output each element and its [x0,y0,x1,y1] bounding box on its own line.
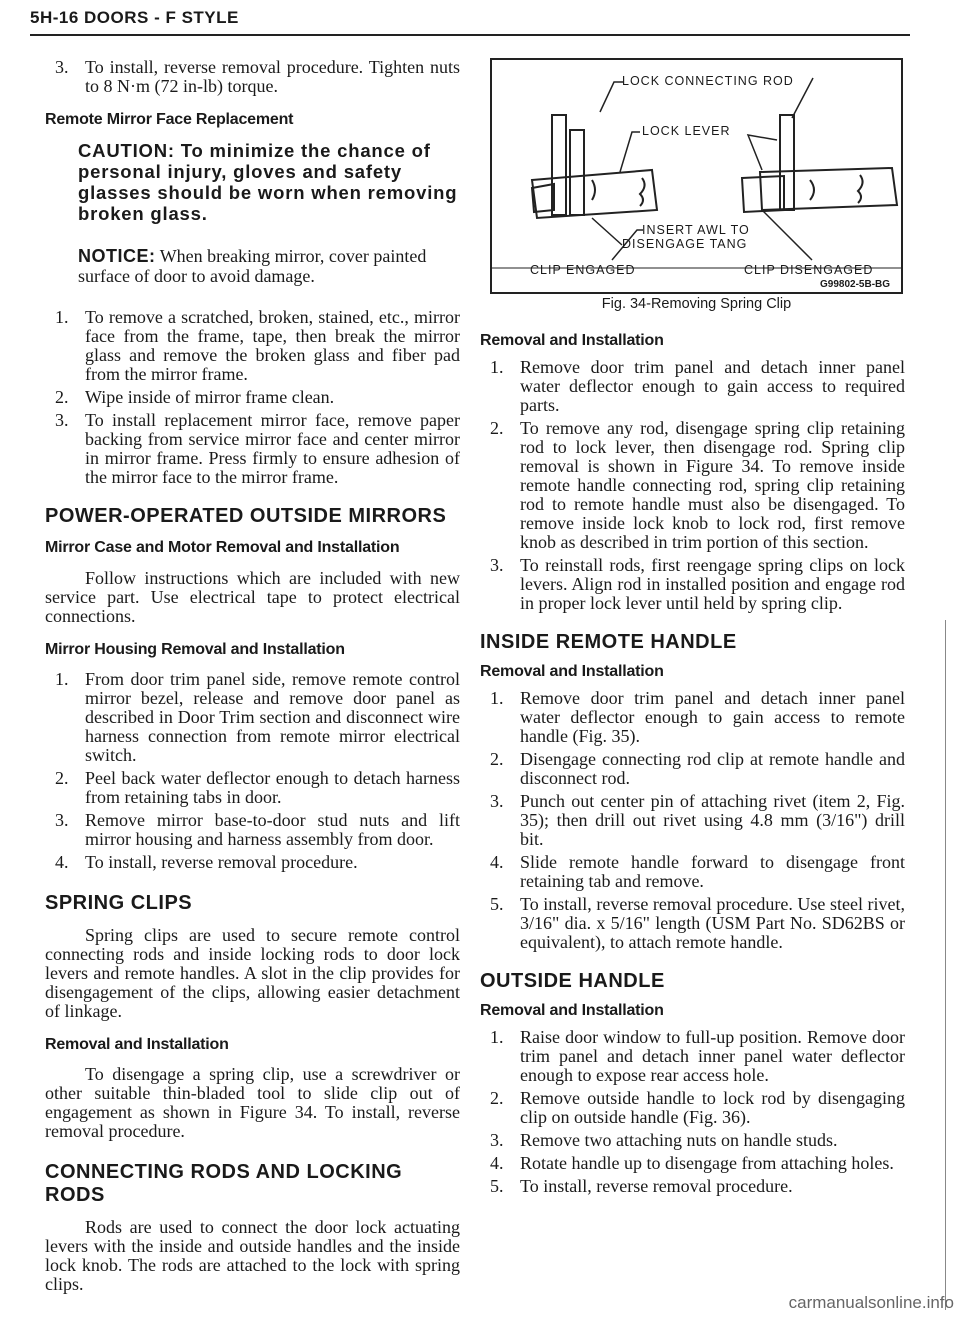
step-text: Remove door trim panel and detach inner panel water deflector enough to gain access to remote handle (Fig. 35). [520,688,905,746]
step-text: Wipe inside of mirror frame clean. [85,387,335,407]
step-text: Slide remote handle forward to disengage front retaining tab and remove. [520,852,905,891]
rods-removal-heading: Removal and Installation [480,332,664,349]
page-edge-line [945,620,946,1310]
list-item [45,811,460,849]
left-column [45,55,460,1294]
mirror-case-text: Follow instructions which are included with new service part. Use electrical tape to protect electrical connections. [45,568,460,626]
spring-clip-diagram [492,60,901,292]
step-text: To install, reverse removal procedure. Use steel rivet, 3/16" dia. x 5/16" length (USM Part No. SD62BS or equivalent), to attach remote handle. [520,894,905,952]
caution-text: CAUTION: To minimize the chance of personal injury, gloves and safety glasses should be worn when removing broken glass. [78,140,458,224]
list-item [45,411,460,487]
connecting-rods-heading: CONNECTING RODS AND LOCKING RODS [45,1161,403,1206]
figure-caption: Fig. 34-Removing Spring Clip [601,296,792,312]
step-text: To remove any rod, disengage spring clip retaining rod to lock lever, then disengage rod. Spring clip removal is shown in Figure 34. To remove inside remote handle connecting rod, spring clip retaining rod to remote handle must also be disengaged. To remove inside lock knob to lock rod, first remove knob as described in trim portion of this section. [520,418,905,552]
step-text: Remove outside handle to lock rod by disengaging clip on outside handle (Fig. 36). [520,1088,905,1127]
step-text: Disengage connecting rod clip at remote handle and disconnect rod. [520,749,905,788]
rods-removal-steps [480,358,905,613]
inside-remote-steps [480,689,905,952]
inside-remote-subheading: Removal and Installation [480,663,664,680]
step-text: To install, reverse removal procedure. Tighten nuts to 8 N·m (72 in-lb) torque. [85,57,460,96]
step-number: 3. [55,810,69,830]
step-text: Remove mirror base-to-door stud nuts and lift mirror housing and harness assembly from door. [85,810,460,849]
step-text: Punch out center pin of attaching rivet (item 2, Fig. 35); then drill out rivet using 4.8 mm (3/16") drill bit. [520,791,905,849]
label-clip-disengaged: CLIP DISENGAGED [744,263,874,277]
step-number: 2. [55,387,69,407]
list-item [480,1089,905,1127]
mirror-housing-heading: Mirror Housing Removal and Installation [45,641,345,658]
outside-handle-subheading: Removal and Installation [480,1002,664,1019]
step-number: 2. [55,768,69,788]
step-number: 1. [55,307,69,327]
step-text: To reinstall rods, first reengage spring clips on lock levers. Align rod in installed position and engage rod in proper lock lever until held by spring clip. [520,555,905,613]
spring-removal-heading: Removal and Installation [45,1036,229,1053]
list-item [45,769,460,807]
step-number: 3. [490,1130,504,1150]
step-number: 2. [490,1088,504,1108]
label-lock-connecting-rod: LOCK CONNECTING ROD [622,74,794,88]
step-text: Peel back water deflector enough to detach harness from retaining tabs in door. [85,768,460,807]
step-number: 3. [490,791,504,811]
step-number: 4. [490,852,504,872]
step-text: Remove two attaching nuts on handle studs. [520,1130,838,1150]
list-item [45,308,460,384]
label-clip-engaged: CLIP ENGAGED [530,263,636,277]
power-mirrors-heading: POWER-OPERATED OUTSIDE MIRRORS [45,505,447,527]
lock-lever-right [780,115,794,210]
step-number: 1. [490,357,504,377]
list-item [480,689,905,746]
step-number: 5. [490,1176,504,1196]
list-item [480,1028,905,1085]
list-item [480,358,905,415]
notice-label: NOTICE: [78,246,156,266]
inside-remote-heading: INSIDE REMOTE HANDLE [480,631,737,653]
remote-mirror-heading: Remote Mirror Face Replacement [45,111,294,128]
step-text: Raise door window to full-up position. Remove door trim panel and detach inner panel water deflector enough to expose rear access hole. [520,1027,905,1085]
step-text: Remove door trim panel and detach inner panel water deflector enough to gain access to required parts. [520,357,905,415]
outside-handle-heading: OUTSIDE HANDLE [480,970,665,992]
watermark-link[interactable]: carmanualsonline.info [788,1293,954,1312]
step-text: To remove a scratched, broken, stained, etc., mirror face from the frame, tape, then break the mirror glass and remove the broken glass and fiber pad from the mirror frame. [85,307,460,384]
list-item [480,1154,905,1173]
list-item [480,1177,905,1196]
list-item [480,895,905,952]
list-item [45,853,460,872]
spring-removal-text: To disengage a spring clip, use a screwdriver or other suitable thin-bladed tool to slide clip out of engagement as shown in Figure 34. To install, reverse removal procedure. [45,1064,460,1141]
list-item [480,853,905,891]
outside-handle-steps [480,1028,905,1196]
step-number: 1. [55,669,69,689]
list-item [480,556,905,613]
notice-paragraph [78,246,460,286]
step-number: 3. [55,410,69,430]
spring-clips-heading: SPRING CLIPS [45,892,193,914]
step-text: From door trim panel side, remove remote control mirror bezel, release and remove door panel as described in Door Trim section and disconnect wire harness connection from remote mirror electrical switch. [85,669,460,765]
intro-step [45,58,460,96]
page-header: 5H-16 DOORS - F STYLE [30,8,239,27]
mirror-housing-steps [45,670,460,872]
step-number: 4. [55,852,69,872]
label-lock-lever: LOCK LEVER [642,124,731,138]
remote-mirror-steps [45,308,460,487]
step-text: To install, reverse removal procedure. [520,1176,793,1196]
list-item [45,670,460,765]
step-number: 4. [490,1153,504,1173]
notice-text: When breaking mirror, cover painted surface of door to avoid damage. [78,246,427,286]
figure-34 [490,58,903,294]
spring-clips-text: Spring clips are used to secure remote control connecting rods and inside locking rods to door lock levers and remote handles. A slot in the clip provides for disengagement of the clips, allowing easier detachment of linkage. [45,925,460,1021]
step-number: 3. [55,57,69,77]
step-number: 5. [490,894,504,914]
label-insert-awl: INSERT AWL TO [642,223,750,237]
header-divider [30,34,910,36]
step-number: 2. [490,418,504,438]
list-item [480,792,905,849]
step-text: Rotate handle up to disengage from attaching holes. [520,1153,894,1173]
step-number: 2. [490,749,504,769]
list-item [480,419,905,552]
step-number: 1. [490,1027,504,1047]
step-text: To install replacement mirror face, remove paper backing from service mirror face and center mirror in mirror frame. Press firmly to ensure adhesion of the mirror face to the mirror frame. [85,410,460,487]
list-item [480,1131,905,1150]
label-disengage-tang: DISENGAGE TANG [622,237,748,251]
right-column [480,58,905,1196]
list-item [480,750,905,788]
mirror-case-heading: Mirror Case and Motor Removal and Installation [45,539,400,556]
step-number: 1. [490,688,504,708]
connecting-rods-text: Rods are used to connect the door lock actuating levers with the inside and outside handles and the inside lock knob. The rods are attached to the lock with spring clips. [45,1217,460,1294]
list-item [45,388,460,407]
step-number: 3. [490,555,504,575]
step-text: To install, reverse removal procedure. [85,852,358,872]
figure-id: G99802-5B-BG [820,279,891,290]
